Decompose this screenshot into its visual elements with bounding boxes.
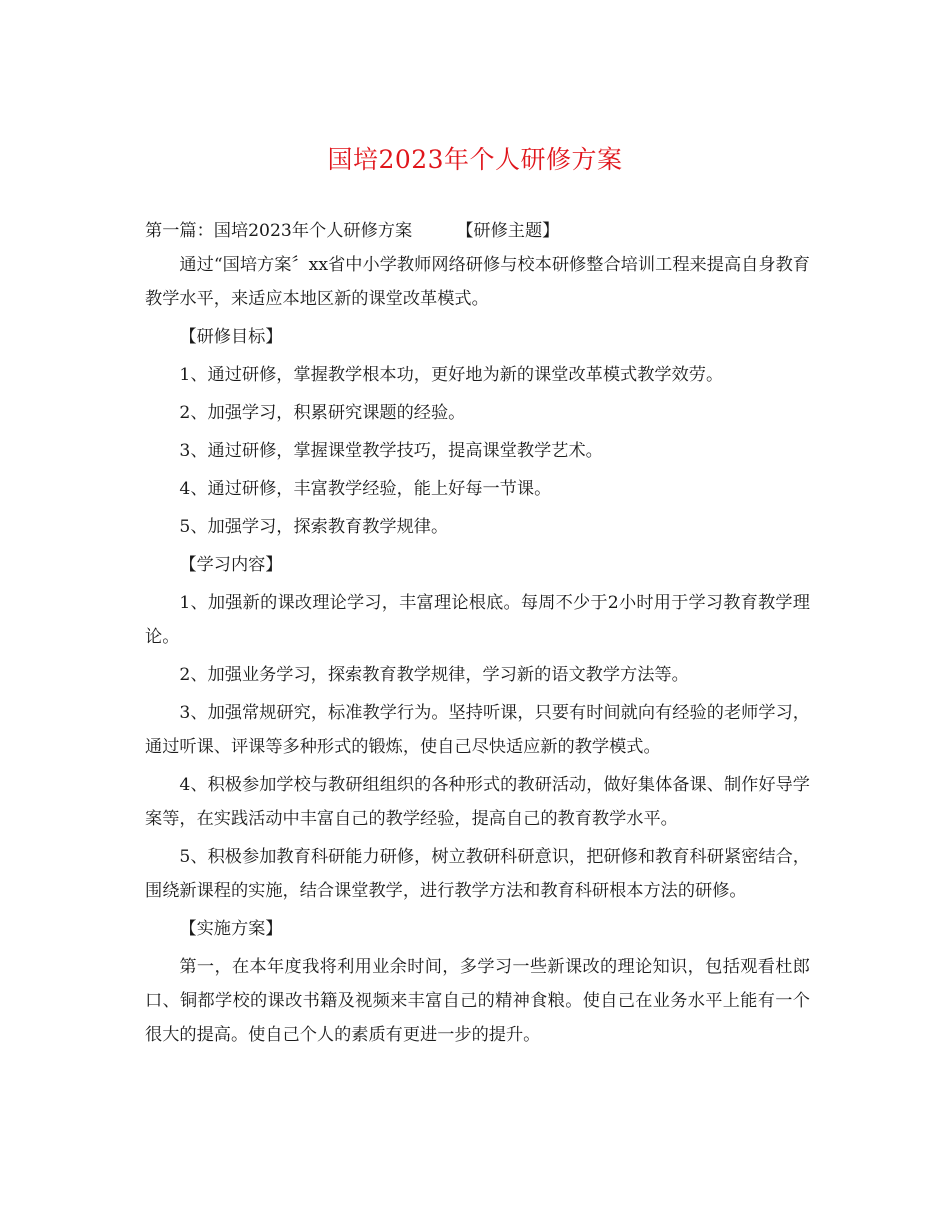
- content-item: 5、积极参加教育科研能力研修，树立教研科研意识，把研修和教育科研紧密结合，围绕新课程的实施，结合课堂教学，进行教学方法和教育科研根本方法的研修。: [145, 847, 810, 901]
- goal-item: 5、加强学习，探索教育教学规律。: [179, 517, 449, 537]
- content-item: 4、积极参加学校与教研组组织的各种形式的教研活动，做好集体备课、制作好导学案等，在实践活动中丰富自己的教学经验，提高自己的教育教学水平。: [145, 775, 810, 829]
- document-body: [145, 214, 810, 1052]
- goal-item: 2、加强学习，积累研究课题的经验。: [179, 403, 466, 423]
- intro-line: [145, 214, 810, 248]
- plan-item: 第一，在本年度我将利用业余时间，多学习一些新课改的理论知识，包括观看杜郎口、铜都学校的课改书籍及视频来丰富自己的精神食粮。使自己在业务水平上能有一个很大的提高。使自己个人的素质有更进一步的提升。: [145, 957, 810, 1045]
- section-heading-content: 【学习内容】: [179, 555, 283, 575]
- document-title: 国培2023年个人研修方案: [327, 145, 623, 174]
- section-heading-goals: 【研修目标】: [179, 327, 283, 347]
- content-item: 3、加强常规研究，标准教学行为。坚持听课，只要有时间就向有经验的老师学习，通过听课、评课等多种形式的锻炼，使自己尽快适应新的教学模式。: [145, 703, 810, 757]
- goal-item: 4、通过研修，丰富教学经验，能上好每一节课。: [179, 479, 552, 499]
- intro-label: 第一篇：国培2023年个人研修方案: [145, 221, 413, 241]
- content-item: 2、加强业务学习，探索教育教学规律，学习新的语文教学方法等。: [179, 665, 689, 685]
- goal-item: 1、通过研修，掌握教学根本功，更好地为新的课堂改革模式教学效劳。: [179, 365, 724, 385]
- content-item: 1、加强新的课改理论学习，丰富理论根底。每周不少于2小时用于学习教育教学理论。: [145, 593, 810, 647]
- section-heading-theme: 【研修主题】: [456, 221, 560, 241]
- section-heading-plan: 【实施方案】: [179, 919, 283, 939]
- paragraph-theme: 通过“国培方案〞xx省中小学教师网络研修与校本研修整合培训工程来提高自身教育教学水平，来适应本地区新的课堂改革模式。: [145, 255, 810, 309]
- goal-item: 3、通过研修，掌握课堂教学技巧，提高课堂教学艺术。: [179, 441, 603, 461]
